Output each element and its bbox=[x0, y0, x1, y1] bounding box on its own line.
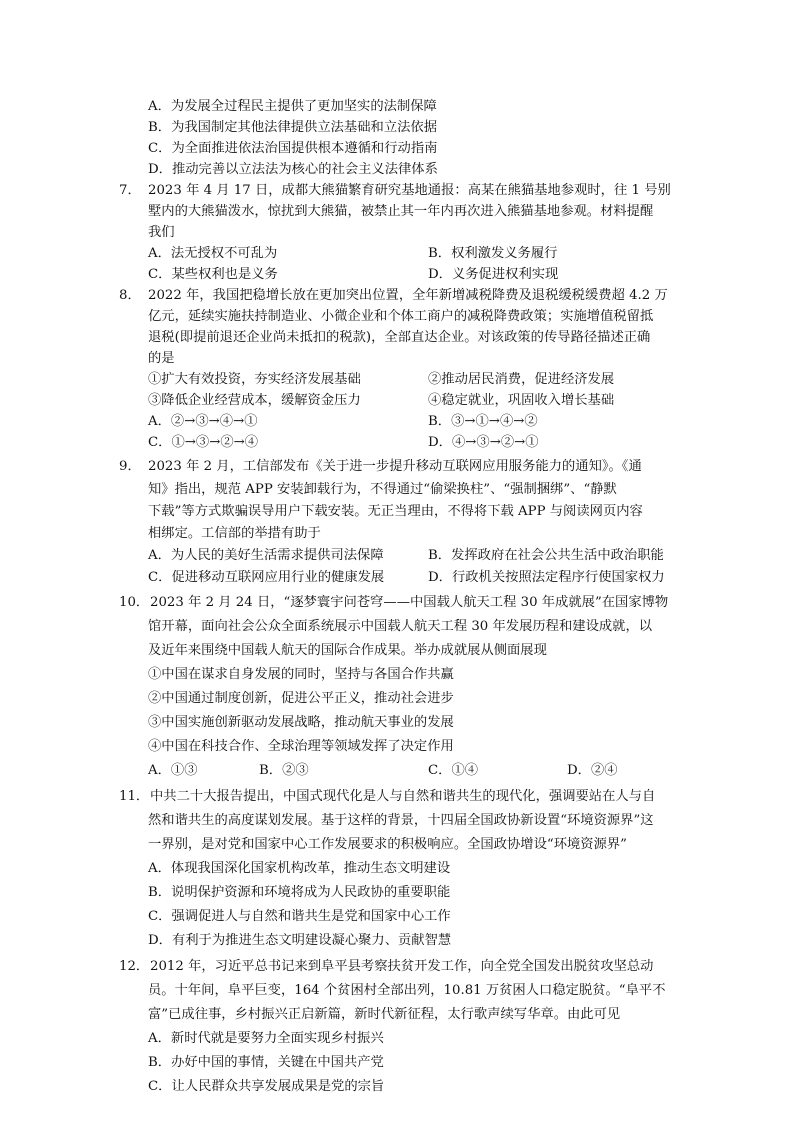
q12-stem-line: 员。十年间，阜平巨变，164 个贫困村全部出列，10.81 万贫困人口稳定脱贫。“阜平不 bbox=[148, 983, 666, 998]
q12-option-b: B．办好中国的事情，关键在中国共产党 bbox=[148, 1055, 384, 1070]
q9-option-d: D．行政机关按照法定程序行使国家权力 bbox=[428, 570, 665, 585]
q7-stem-line: 我们 bbox=[148, 225, 175, 240]
q8-stem-line: 的是 bbox=[148, 351, 175, 366]
q10-number: 10． bbox=[119, 595, 150, 610]
q12-option-a: A．新时代就是要努力全面实现乡村振兴 bbox=[148, 1031, 384, 1046]
q6-option-b: B．为我国制定其他法律提供立法基础和立法依据 bbox=[148, 120, 438, 135]
q11-option-c: C．强调促进人与自然和谐共生是党和国家中心工作 bbox=[148, 909, 451, 924]
q9-stem-line: 相绑定。工信部的举措有助于 bbox=[148, 526, 321, 541]
q11-stem-line: 然和谐共生的高度谋划发展。基于这样的背景，十四届全国政协新设置“环境资源界”这 bbox=[148, 813, 654, 828]
q10-stem-line: 馆开幕，面向社会公众全面系统展示中国载人航天工程 30 年发展历程和建设成就，以 bbox=[148, 619, 653, 634]
q12-number: 12． bbox=[119, 959, 150, 974]
q7-option-a: A．法无授权不可乱为 bbox=[148, 246, 278, 261]
q8-option-b: B．③→①→④→② bbox=[428, 414, 538, 429]
q11-option-b: B．说明保护资源和环境将成为人民政协的重要职能 bbox=[148, 885, 451, 900]
q10-option-b: B．②③ bbox=[259, 763, 309, 778]
q11-option-a: A．体现我国深化国家机构改革，推动生态文明建设 bbox=[148, 861, 451, 876]
q11-stem-line: 一界别，是对党和国家中心工作发展要求的积极响应。全国政协增设“环境资源界” bbox=[148, 837, 627, 852]
q8-item-1: ①扩大有效投资，夯实经济发展基础 bbox=[148, 372, 361, 387]
q11-number: 11． bbox=[119, 789, 150, 804]
q8-stem-line: 退税(即提前退还企业尚未抵扣的税款)，全部直达企业。对该政策的传导路径描述正确 bbox=[148, 330, 651, 345]
q8-number: 8． bbox=[119, 288, 141, 303]
q9-option-b: B．发挥政府在社会公共生活中政治职能 bbox=[428, 548, 664, 563]
q10-option-a: A．①③ bbox=[148, 763, 198, 778]
q9-option-a: A．为人民的美好生活需求提供司法保障 bbox=[148, 548, 384, 563]
q6-option-c: C．为全面推进依法治国提供根本遵循和行动指南 bbox=[148, 141, 438, 156]
q9-number: 9． bbox=[119, 459, 141, 474]
q10-stem-line: 及近年来围绕中国载人航天的国际合作成果。举办成就展从侧面展现 bbox=[148, 643, 547, 658]
q7-stem-line: 2023 年 4 月 17 日，成都大熊猫繁育研究基地通报：高某在熊猫基地参观时，往 1 号别 bbox=[148, 183, 671, 198]
q12-stem-line: 2012 年，习近平总书记来到阜平县考察扶贫开发工作，向全党全国发出脱贫攻坚总动 bbox=[150, 959, 654, 974]
q8-option-d: D．④→③→②→① bbox=[428, 435, 539, 450]
q7-number: 7． bbox=[119, 183, 141, 198]
q8-stem-line: 亿元，延续实施扶持制造业、小微企业和个体工商户的减税降费政策；实施增值税留抵 bbox=[148, 309, 654, 324]
q9-stem-line: 下载”等方式欺骗误导用户下载安装。无正当理由，不得将下载 APP 与阅读网页内容 bbox=[148, 504, 643, 519]
q10-item-2: ②中国通过制度创新，促进公平正义，推动社会进步 bbox=[148, 691, 454, 706]
q10-stem-line: 2023 年 2 月 24 日，“逐梦寰宇问苍穹——中国载人航天工程 30 年成就展”在国家博物 bbox=[150, 595, 669, 610]
q8-stem-line: 2022 年，我国把稳增长放在更加突出位置，全年新增减税降费及退税缓税缓费超 4.2 万 bbox=[148, 288, 668, 303]
q10-item-1: ①中国在谋求自身发展的同时，坚持与各国合作共赢 bbox=[148, 667, 454, 682]
q10-item-4: ④中国在科技合作、全球治理等领域发挥了决定作用 bbox=[148, 739, 454, 754]
q7-option-c: C．某些权利也是义务 bbox=[148, 267, 278, 282]
q6-option-a: A．为发展全过程民主提供了更加坚实的法制保障 bbox=[148, 99, 437, 114]
q7-stem-line: 墅内的大熊猫泼水，惊扰到大熊猫，被禁止其一年内再次进入熊猫基地参观。材料提醒 bbox=[148, 204, 654, 219]
q8-option-a: A．②→③→④→① bbox=[148, 414, 258, 429]
q11-option-d: D．有利于为推进生态文明建设凝心聚力、贡献智慧 bbox=[148, 933, 452, 948]
q8-item-2: ②推动居民消费，促进经济发展 bbox=[428, 372, 615, 387]
q10-item-3: ③中国实施创新驱动发展战略，推动航天事业的发展 bbox=[148, 715, 454, 730]
q6-option-d: D．推动完善以立法法为核心的社会主义法律体系 bbox=[148, 162, 438, 177]
q8-option-c: C．①→③→②→④ bbox=[148, 435, 259, 450]
q7-option-b: B．权利激发义务履行 bbox=[428, 246, 558, 261]
q10-option-d: D．②④ bbox=[567, 763, 618, 778]
q8-item-4: ④稳定就业，巩固收入增长基础 bbox=[428, 393, 615, 408]
q12-option-c: C．让人民群众共享发展成果是党的宗旨 bbox=[148, 1079, 385, 1094]
q11-stem-line: 中共二十大报告提出，中国式现代化是人与自然和谐共生的现代化，强调要站在人与自 bbox=[150, 789, 656, 804]
q12-stem-line: 富”已成往事，乡村振兴正启新篇，新时代新征程，太行歌声续写华章。由此可见 bbox=[148, 1007, 621, 1022]
q7-option-d: D．义务促进权利实现 bbox=[428, 267, 559, 282]
q9-stem-line: 知》指出，规范 APP 安装卸载行为，不得通过“偷梁换柱”、“强制捆绑”、“静默 bbox=[148, 482, 617, 497]
q8-item-3: ③降低企业经营成本，缓解资金压力 bbox=[148, 393, 361, 408]
q10-option-c: C．①④ bbox=[428, 763, 479, 778]
q9-option-c: C．促进移动互联网应用行业的健康发展 bbox=[148, 570, 385, 585]
q9-stem-line: 2023 年 2 月，工信部发布《关于进一步提升移动互联网应用服务能力的通知》。《通 bbox=[148, 459, 642, 474]
